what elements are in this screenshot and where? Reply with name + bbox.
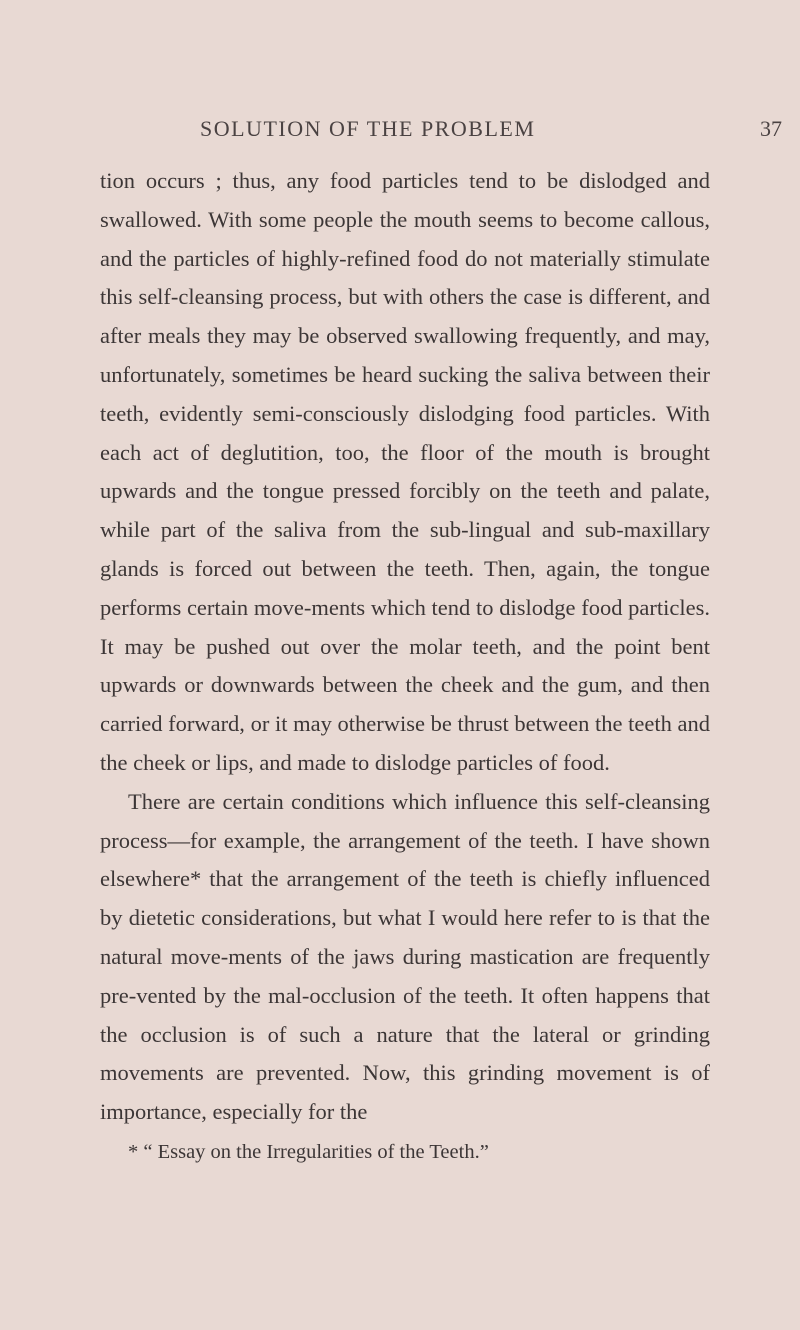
running-head: SOLUTION OF THE PROBLEM	[200, 116, 536, 141]
paragraph: There are certain conditions which influence this self-cleansing process—for example, the arrangement of the teeth. I have shown elsewhere* that the arrangement of the teeth is chiefly influenced by dietetic considerations, but what I would here refer to is that the natural move-ments of the jaws during mastication are frequently pre-vented by the mal-occlusion of the teeth. It often happens that the occlusion is of such a nature that the lateral or grinding movements are prevented. Now, this grinding movement is of importance, especially for the	[100, 788, 710, 1125]
page-number: 37	[760, 116, 782, 141]
paragraph: tion occurs ; thus, any food particles tend to be dislodged and swallowed. With some people the mouth seems to become callous, and the particles of highly-refined food do not materially stimulate this self-cleansing process, but with others the case is different, and after meals they may be observed swallowing frequently, and may, unfortunately, sometimes be heard sucking the saliva between their teeth, evidently semi-consciously dislodging food particles. With each act of deglutition, too, the floor of the mouth is brought upwards and the tongue pressed forcibly on the teeth and palate, while part of the saliva from the sub-lingual and sub-maxillary glands is forced out between the teeth. Then, again, the tongue performs certain move-ments which tend to dislodge food particles. It may be pushed out over the molar teeth, and the point bent upwards or downwards between the cheek and the gum, and then carried forward, or it may otherwise be thrust between the teeth and the cheek or lips, and made to dislodge particles of food.	[100, 168, 710, 775]
body-text	[100, 162, 710, 1132]
footnote: * “ Essay on the Irregularities of the Teeth.”	[128, 1141, 489, 1163]
